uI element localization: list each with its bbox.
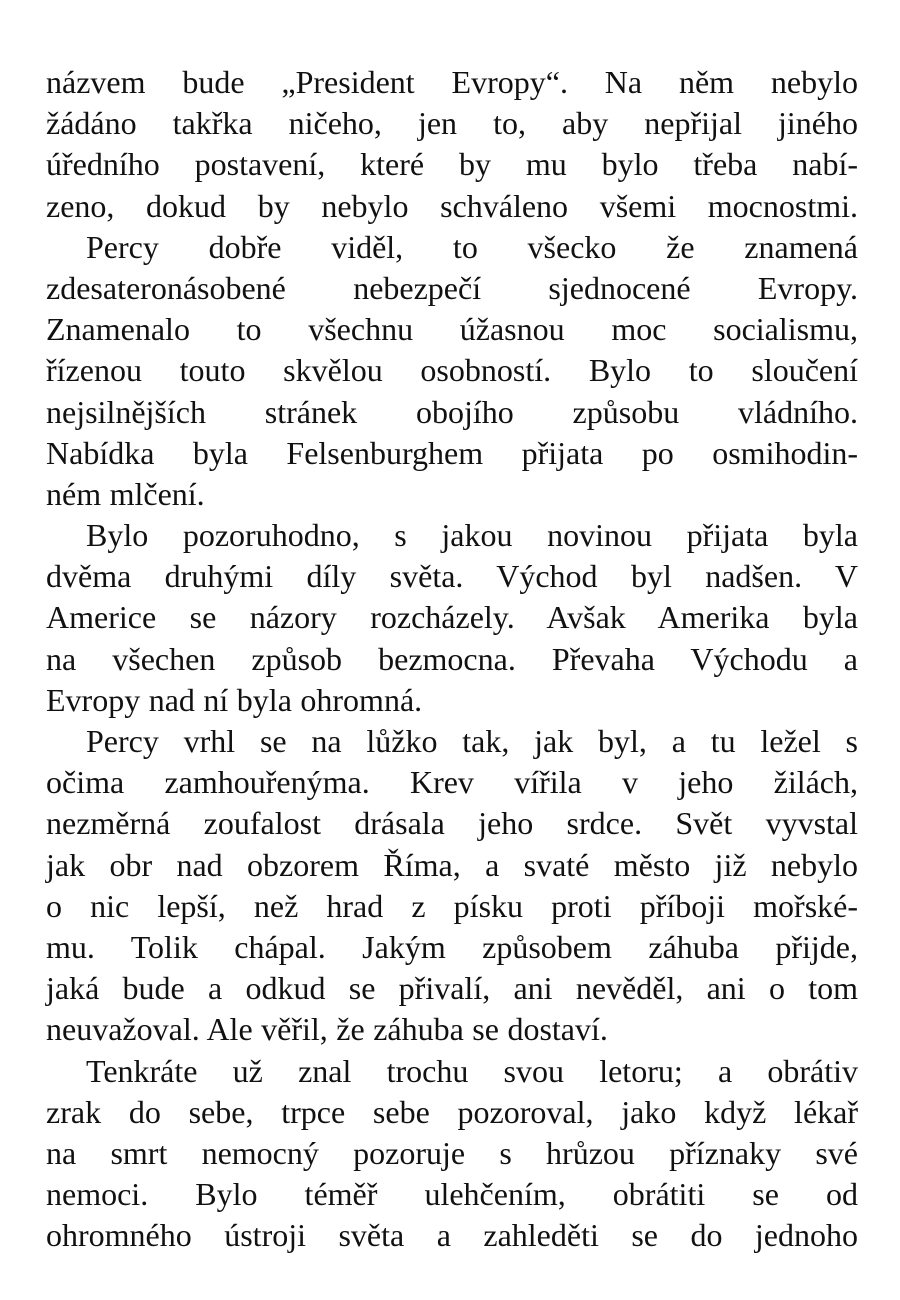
paragraph-1 (46, 62, 858, 227)
text-line: na všechen způsob bezmocna. Převaha Východu a (46, 640, 858, 677)
text-line: zrak do sebe, trpce sebe pozoroval, jako když lékař (46, 1093, 858, 1130)
text-line: neuvažoval. Ale věřil, že záhuba se dostaví. (46, 1011, 608, 1048)
text-line: jaká bude a odkud se přivalí, ani nevěděl, ani o tom (46, 970, 858, 1007)
text-line: nemoci. Bylo téměř ulehčením, obrátiti se od (46, 1176, 858, 1213)
text-line: Percy vrhl se na lůžko tak, jak byl, a tu ležel s (86, 723, 858, 759)
text-line: očima zamhouřenýma. Krev vířila v jeho žilách, (46, 764, 858, 801)
paragraph-2 (46, 227, 858, 515)
text-line: o nic lepší, než hrad z písku proti příboji mořské- (46, 887, 858, 924)
text-line: Evropy nad ní byla ohromná. (46, 681, 423, 718)
text-line: úředního postavení, které by mu bylo třeba nabí- (46, 146, 858, 183)
text-line: jak obr nad obzorem Říma, a svaté město již nebylo (46, 846, 858, 883)
text-line: řízenou touto skvělou osobností. Bylo to sloučení (46, 352, 858, 389)
paragraph-4 (46, 721, 858, 1051)
text-line: nezměrná zoufalost drásala jeho srdce. Svět vyvstal (46, 805, 858, 842)
text-line: Percy dobře viděl, to všecko že znamená (86, 228, 858, 265)
text-line: Bylo pozoruhodno, s jakou novinou přijata byla (86, 517, 858, 554)
text-line: mu. Tolik chápal. Jakým způsobem záhuba přijde, (46, 928, 858, 965)
text-line: na smrt nemocný pozoruje s hrůzou příznaky své (46, 1134, 858, 1171)
text-line: názvem bude „President Evropy“. Na něm nebylo (46, 64, 858, 100)
text-line: zeno, dokud by nebylo schváleno všemi mocnostmi. (46, 187, 858, 224)
paragraph-3 (46, 515, 858, 721)
paragraph-5 (46, 1051, 858, 1257)
text-line: zdesateronásobené nebezpečí sjednocené Evropy. (46, 269, 858, 306)
text-line: Nabídka byla Felsenburghem přijata po osmihodin- (46, 434, 858, 471)
text-line: dvěma druhými díly světa. Východ byl nadšen. V (46, 558, 858, 595)
text-line: Americe se názory rozcházely. Avšak Amerika byla (46, 599, 858, 636)
text-line: Znamenalo to všechnu úžasnou moc socialismu, (46, 311, 858, 348)
text-line: nejsilnějších stránek obojího způsobu vládního. (46, 393, 858, 430)
text-line: Tenkráte už znal trochu svou letoru; a obrátiv (86, 1052, 858, 1089)
text-line: žádáno takřka ničeho, jen to, aby nepřijal jiného (46, 105, 858, 142)
text-line: ném mlčení. (46, 475, 205, 512)
text-line: ohromného ústroji světa a zahleděti se do jednoho (46, 1217, 858, 1254)
